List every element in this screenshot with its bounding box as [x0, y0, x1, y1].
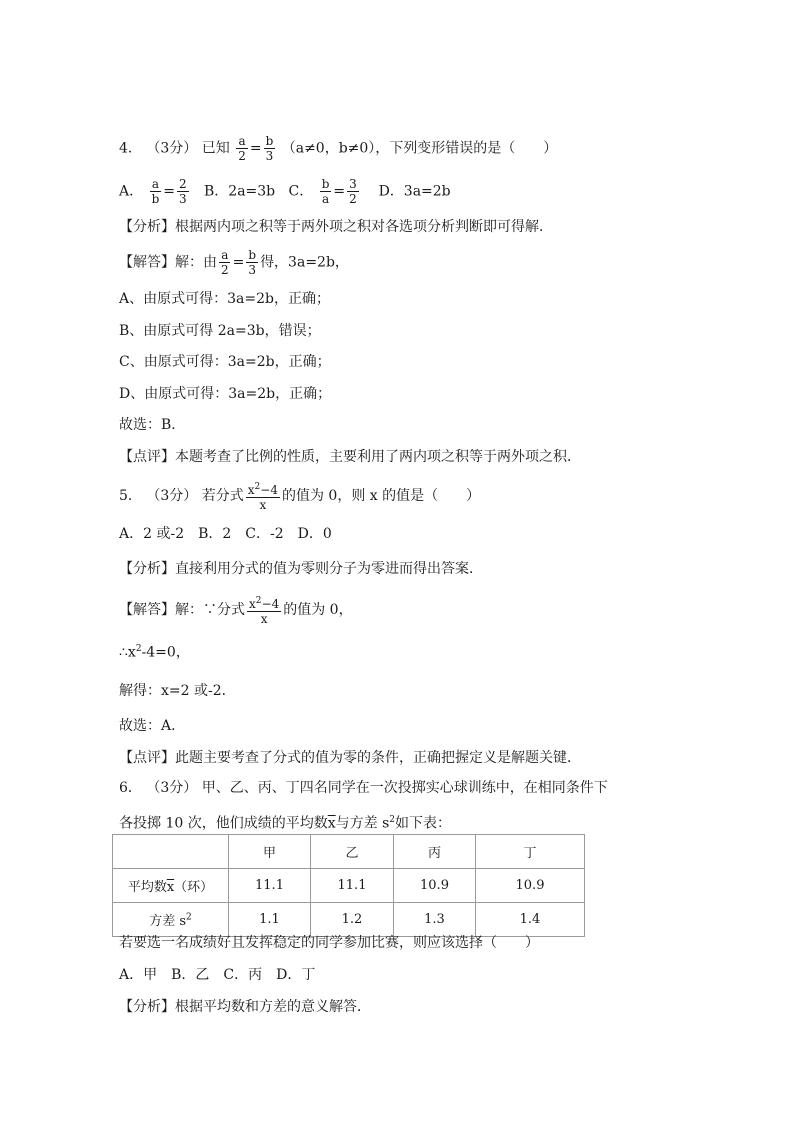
table-cell: 11.1 [229, 869, 311, 903]
q6-text1: 甲、乙、丙、丁四名同学在一次投掷实心球训练中，在相同条件下 [201, 780, 608, 796]
q4-option-d: D．3a=2b [378, 183, 451, 200]
q4-fraction-a2: $\frac{a}{2}$ [238, 134, 246, 163]
q5-text-before: 若分式 [201, 488, 244, 504]
q4-fraction-b3: $\frac{b}{3}$ [265, 134, 274, 163]
q4-option-c-eq: = [333, 183, 346, 200]
q4-stem [119, 134, 557, 163]
q4-step-c: C、由原式可得：3a=2b，正确； [119, 354, 331, 370]
q4-analysis-text: 根据两内项之积等于两外项之积对各选项分析判断即可得解． [175, 219, 553, 235]
q5-solution-pre: 解：∵分式 [175, 602, 245, 618]
table-cell: 1.2 [311, 903, 394, 937]
q4-option-c-frac2: $\frac{3}{2}$ [349, 177, 357, 206]
table-cell: 1.1 [229, 903, 311, 937]
table-header-cell: 甲 [229, 835, 311, 869]
analysis-tag: 【分析】 [119, 219, 175, 235]
q5-solution [119, 594, 353, 626]
table-cell: 10.9 [394, 869, 476, 903]
q6-analysis-text: 根据平均数和方差的意义解答． [175, 999, 371, 1015]
q4-comment-text: 本题考查了比例的性质，主要利用了两内项之积等于两外项之积． [175, 449, 581, 465]
q4-step-d: D、由原式可得：3a=2b，正确； [119, 386, 332, 402]
q4-text-after: （a≠0，b≠0），下列变形错误的是（ ） [281, 140, 558, 157]
q4-equals: = [249, 140, 262, 157]
table-header-row [113, 835, 585, 869]
table-cell: 10.9 [476, 869, 585, 903]
q5-step2: 解得：x=2 或-2． [119, 683, 236, 699]
comment-tag: 【点评】 [119, 750, 175, 766]
q5-analysis-text: 直接利用分式的值为零则分子为零进而得出答案． [175, 561, 483, 577]
table-row-label: 平均数$\overline{x}$（环） [113, 869, 229, 903]
q6-stem-line1 [119, 778, 608, 798]
q4-solution-frac-a2: $\frac{a}{2}$ [221, 248, 229, 277]
q4-step-b: B、由原式可得 2a=3b，错误； [119, 323, 321, 339]
q5-score: （3分） [146, 488, 198, 504]
q4-text-before: 已知 [201, 140, 230, 157]
q5-comment-text: 此题主要考查了分式的值为零的条件，正确把握定义是解题关键． [175, 750, 581, 766]
table-row [113, 903, 585, 937]
q4-option-c-frac1: $\frac{b}{a}$ [321, 177, 330, 206]
q5-text-after: 的值为 0，则 x 的值是（ ） [281, 488, 481, 504]
q4-comment [119, 447, 581, 467]
q5-fraction: $\frac{x^2-4}{x}$ [247, 482, 278, 512]
q4-option-a-label: A． [119, 183, 144, 200]
q4-option-a-frac1: $\frac{a}{b}$ [151, 177, 160, 206]
q6-options: A．甲 B．乙 C．丙 D．丁 [119, 967, 316, 983]
q5-number: 5． [119, 488, 142, 504]
q4-solution-pre: 解：由 [175, 254, 217, 271]
q4-option-a-frac2: $\frac{2}{3}$ [179, 177, 187, 206]
analysis-tag: 【分析】 [119, 561, 175, 577]
solution-tag: 【解答】 [119, 254, 175, 271]
solution-tag: 【解答】 [119, 602, 175, 618]
table-cell: 1.4 [476, 903, 585, 937]
analysis-tag: 【分析】 [119, 999, 175, 1015]
q4-option-a-eq: = [163, 183, 175, 200]
q4-option-b: B．2a=3b [204, 183, 276, 200]
q6-stem-line2: 各投掷 10 次，他们成绩的平均数$\overline{x}$与方差 $s^2$如下表： [119, 815, 451, 832]
q5-solution-fraction: $\frac{x^2-4}{x}$ [249, 596, 280, 626]
table-cell: 1.3 [394, 903, 476, 937]
q4-step-a: A、由原式可得：3a=2b，正确； [119, 291, 330, 307]
q5-step3: 故选：A． [119, 718, 186, 734]
table-header-cell [113, 835, 229, 869]
q5-stem [119, 480, 480, 512]
table-cell: 11.1 [311, 869, 394, 903]
q5-solution-post: 的值为 0， [283, 602, 353, 618]
q4-score: （3分） [146, 140, 198, 157]
q4-choice: 故选：B． [119, 417, 186, 433]
q4-solution-frac-b3: $\frac{b}{3}$ [248, 248, 257, 277]
q6-stats-table [112, 834, 585, 937]
q5-comment [119, 748, 581, 768]
q4-analysis [119, 217, 553, 237]
table-header-cell: 乙 [311, 835, 394, 869]
q6-question: 若要选一名成绩好且发挥稳定的同学参加比赛，则应该选择（ ） [119, 935, 539, 951]
q6-number: 6． [119, 780, 142, 796]
q4-solution-eq: = [232, 254, 245, 271]
table-header-cell: 丁 [476, 835, 585, 869]
q4-option-c-label: C． [288, 183, 314, 200]
q4-solution-post: 得，3a=2b， [260, 254, 349, 271]
q5-step1: $\therefore x^2-4=0$， [119, 644, 190, 661]
q4-options [119, 177, 451, 206]
q5-options: A．2 或-2 B．2 C．-2 D．0 [119, 526, 332, 542]
q4-number: 4． [119, 140, 142, 157]
q5-analysis [119, 559, 483, 579]
q6-score: （3分） [146, 780, 198, 796]
comment-tag: 【点评】 [119, 449, 175, 465]
table-row-label: 方差 $s^2$ [113, 903, 229, 937]
q4-solution [119, 248, 349, 277]
table-row [113, 869, 585, 903]
q6-analysis [119, 997, 371, 1017]
table-header-cell: 丙 [394, 835, 476, 869]
